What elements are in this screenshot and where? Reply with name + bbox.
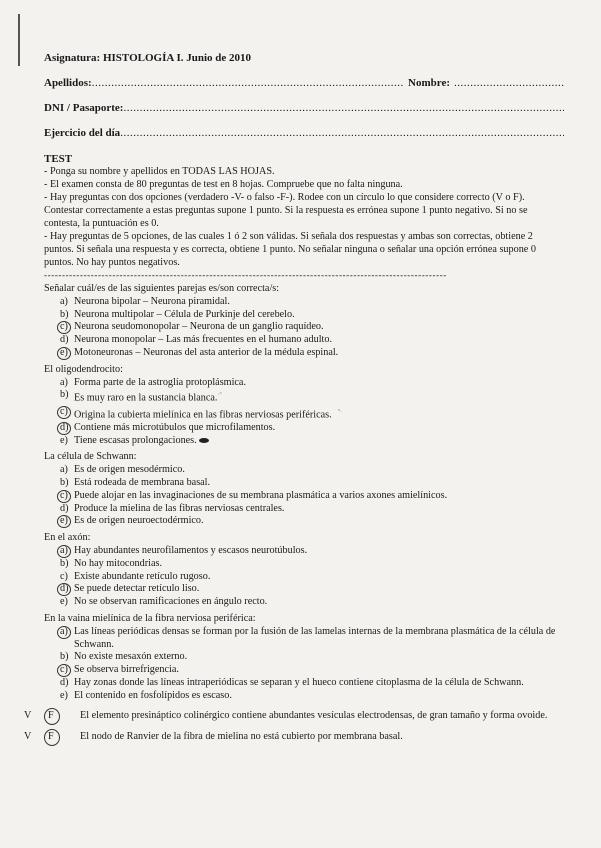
- instruction: - Hay preguntas de 5 opciones, de las cuales 1 ó 2 son válidas. Si señala dos respuestas y ambas son correctas, obtiene 2 puntos. Si señala una respuesta y es correcta, obtiene 1 punto. No señalar ninguna o señalar una opción errónea supone 0 puntos. No hay puntos negativos.: [44, 231, 536, 268]
- question-3: [44, 451, 564, 528]
- subject-title: Asignatura: HISTOLOGÍA I. Junio de 2010: [44, 52, 252, 64]
- false-option-circled[interactable]: F: [48, 731, 80, 744]
- question-1: [44, 283, 564, 360]
- option-letter: e): [60, 689, 68, 701]
- option-letter: b): [60, 557, 69, 569]
- option-d[interactable]: [60, 334, 564, 347]
- option-text: Se observa birrefrigencia.: [74, 664, 179, 676]
- option-letter-circled: d): [60, 583, 74, 596]
- option-d[interactable]: [60, 422, 564, 435]
- instruction: - El examen consta de 80 preguntas de test en 8 hojas. Compruebe que no falta ninguna.: [44, 179, 403, 190]
- option-a[interactable]: [60, 464, 564, 477]
- separator-line: ----------------------------------------------------------------------------------------------------------------: [44, 271, 447, 279]
- pencil-mark: °·: [337, 408, 343, 415]
- option-letter: a): [60, 376, 68, 388]
- option-text: Las líneas periódicas densas se forman por la fusión de las lamelas internas de la membrana plasmática de la célula de Schwann.: [74, 625, 556, 650]
- question-text: En la vaina mielínica de la fibra nerviosa periférica:: [44, 612, 256, 624]
- option-letter-circled: c): [60, 490, 74, 503]
- surname-label: Apellidos:: [44, 77, 92, 89]
- true-option[interactable]: V: [24, 731, 32, 743]
- option-a[interactable]: [60, 545, 564, 558]
- true-false-question-2: [24, 731, 564, 744]
- option-text: Neurona seudomonopolar – Neurona de un ganglio raquídeo.: [74, 321, 324, 333]
- option-c[interactable]: [60, 664, 564, 677]
- option-letter: b): [60, 476, 69, 488]
- option-text: Es de origen mesodérmico.: [74, 464, 185, 476]
- instruction: - Ponga su nombre y apellidos en TODAS LAS HOJAS.: [44, 166, 275, 177]
- option-text: Existe abundante retículo rugoso.: [74, 570, 211, 582]
- option-text: Forma parte de la astroglía protoplásmica.: [74, 376, 246, 388]
- id-label: DNI / Pasaporte:: [44, 102, 124, 114]
- option-text: Neurona multipolar – Célula de Purkinje del cerebelo.: [74, 308, 295, 320]
- option-text: Se puede detectar retículo liso.: [74, 583, 200, 595]
- question-4: [44, 532, 564, 609]
- option-letter-circled: e): [60, 515, 74, 528]
- option-text: No hay mitocondrias.: [74, 557, 162, 569]
- option-text: Tiene escasas prolongaciones.: [74, 434, 197, 446]
- option-letter: a): [60, 295, 68, 307]
- option-letter: b): [60, 651, 69, 663]
- option-letter: c): [60, 570, 68, 582]
- true-false-question-1: [24, 710, 564, 723]
- question-text: El oligodendrocito:: [44, 363, 123, 375]
- option-text: Hay zonas donde las líneas intraperiódicas se separan y el hueco contiene citoplasma de la célula de Schwann.: [74, 676, 524, 688]
- option-text: Neurona monopolar – Las más frecuentes en el humano adulto.: [74, 334, 333, 346]
- option-letter-circled: c): [60, 406, 74, 422]
- pencil-mark: ·°: [217, 392, 222, 399]
- option-b[interactable]: [60, 389, 564, 405]
- page-edge-mark: [18, 14, 20, 66]
- option-text: El contenido en fosfolípidos es escaso.: [74, 689, 232, 701]
- name-field[interactable]: [454, 77, 564, 89]
- option-e[interactable]: [60, 347, 564, 360]
- option-e[interactable]: [60, 596, 564, 609]
- id-field[interactable]: [123, 102, 564, 114]
- option-b[interactable]: [60, 651, 564, 664]
- option-text: Es de origen neuroectodérmico.: [74, 515, 204, 527]
- option-letter: e): [60, 596, 68, 608]
- option-c[interactable]: [60, 490, 564, 503]
- option-letter: d): [60, 502, 69, 514]
- option-letter-circled: d): [60, 422, 74, 435]
- option-text: No se observan ramificaciones en ángulo recto.: [74, 596, 268, 608]
- question-text: La célula de Schwann:: [44, 451, 137, 463]
- question-text: En el axón:: [44, 532, 91, 544]
- ink-blot: [199, 438, 209, 443]
- option-text: Hay abundantes neurofilamentos y escasos neurotúbulos.: [74, 544, 308, 556]
- option-letter: e): [60, 434, 68, 446]
- option-e[interactable]: [60, 515, 564, 528]
- id-row: [44, 102, 564, 114]
- option-letter: a): [60, 464, 68, 476]
- option-b[interactable]: [60, 558, 564, 571]
- surname-name-row: [44, 77, 564, 89]
- option-letter-circled: c): [60, 664, 74, 677]
- question-5: [44, 613, 564, 703]
- option-e[interactable]: [60, 690, 564, 703]
- option-text: Origina la cubierta mielínica en las fibras nerviosas periféricas.: [74, 408, 332, 420]
- option-letter-circled: a): [60, 626, 74, 652]
- option-text: Está rodeada de membrana basal.: [74, 476, 211, 488]
- instruction: - Hay preguntas con dos opciones (verdadero -V- o falso -F-). Rodee con un círculo lo que considere correcto (V o F). Contestar correctamente a estas preguntas supone 1 punto. Si la respuesta es errónea supone 1 punto negativo. Si no se contesta, la puntuación es 0.: [44, 192, 528, 229]
- option-c[interactable]: [60, 571, 564, 584]
- true-option[interactable]: V: [24, 710, 32, 722]
- test-title: TEST: [44, 153, 73, 165]
- question-text: Señalar cuál/es de las siguientes parejas es/son correcta/s:: [44, 283, 280, 294]
- option-letter: d): [60, 676, 69, 688]
- option-letter-circled: e): [60, 347, 74, 360]
- option-letter-circled: c): [60, 321, 74, 334]
- option-c[interactable]: [60, 406, 564, 422]
- option-text: Es muy raro en la sustancia blanca.: [74, 392, 218, 404]
- option-d[interactable]: [60, 583, 564, 596]
- option-b[interactable]: [60, 309, 564, 322]
- option-c[interactable]: [60, 321, 564, 334]
- statement-text: El nodo de Ranvier de la fibra de mielina no está cubierto por membrana basal.: [80, 731, 403, 743]
- name-label: Nombre:: [408, 77, 450, 89]
- option-letter-circled: a): [60, 545, 74, 558]
- exam-page: [24, 52, 564, 744]
- surname-field[interactable]: [92, 77, 404, 89]
- question-2: [44, 364, 564, 448]
- option-d[interactable]: [60, 677, 564, 690]
- option-letter: b): [60, 308, 69, 320]
- option-letter: d): [60, 334, 69, 346]
- option-text: Neurona bipolar – Neurona piramidal.: [74, 295, 230, 307]
- option-text: Puede alojar en las invaginaciones de su membrana plasmática a varios axones amielínicos.: [74, 489, 448, 501]
- exercise-row: [44, 127, 564, 139]
- option-a[interactable]: [60, 296, 564, 309]
- option-a[interactable]: [60, 626, 564, 652]
- option-text: No existe mesaxón externo.: [74, 651, 188, 663]
- statement-text: El elemento presináptico colinérgico contiene abundantes vesículas electrodensas, de gran tamaño y forma ovoide.: [80, 710, 548, 722]
- option-d[interactable]: [60, 503, 564, 516]
- option-a[interactable]: [60, 377, 564, 390]
- option-text: Contiene más microtúbulos que microfilamentos.: [74, 421, 276, 433]
- false-option-circled[interactable]: F: [48, 710, 80, 723]
- exercise-label: Ejercicio del día: [44, 127, 121, 139]
- option-b[interactable]: [60, 477, 564, 490]
- option-text: Produce la mielina de las fibras nerviosas centrales.: [74, 502, 285, 514]
- option-e[interactable]: [60, 435, 564, 448]
- option-letter: b): [60, 389, 69, 401]
- exercise-field[interactable]: [120, 127, 564, 139]
- option-text: Motoneuronas – Neuronas del asta anterior de la médula espinal.: [74, 346, 339, 358]
